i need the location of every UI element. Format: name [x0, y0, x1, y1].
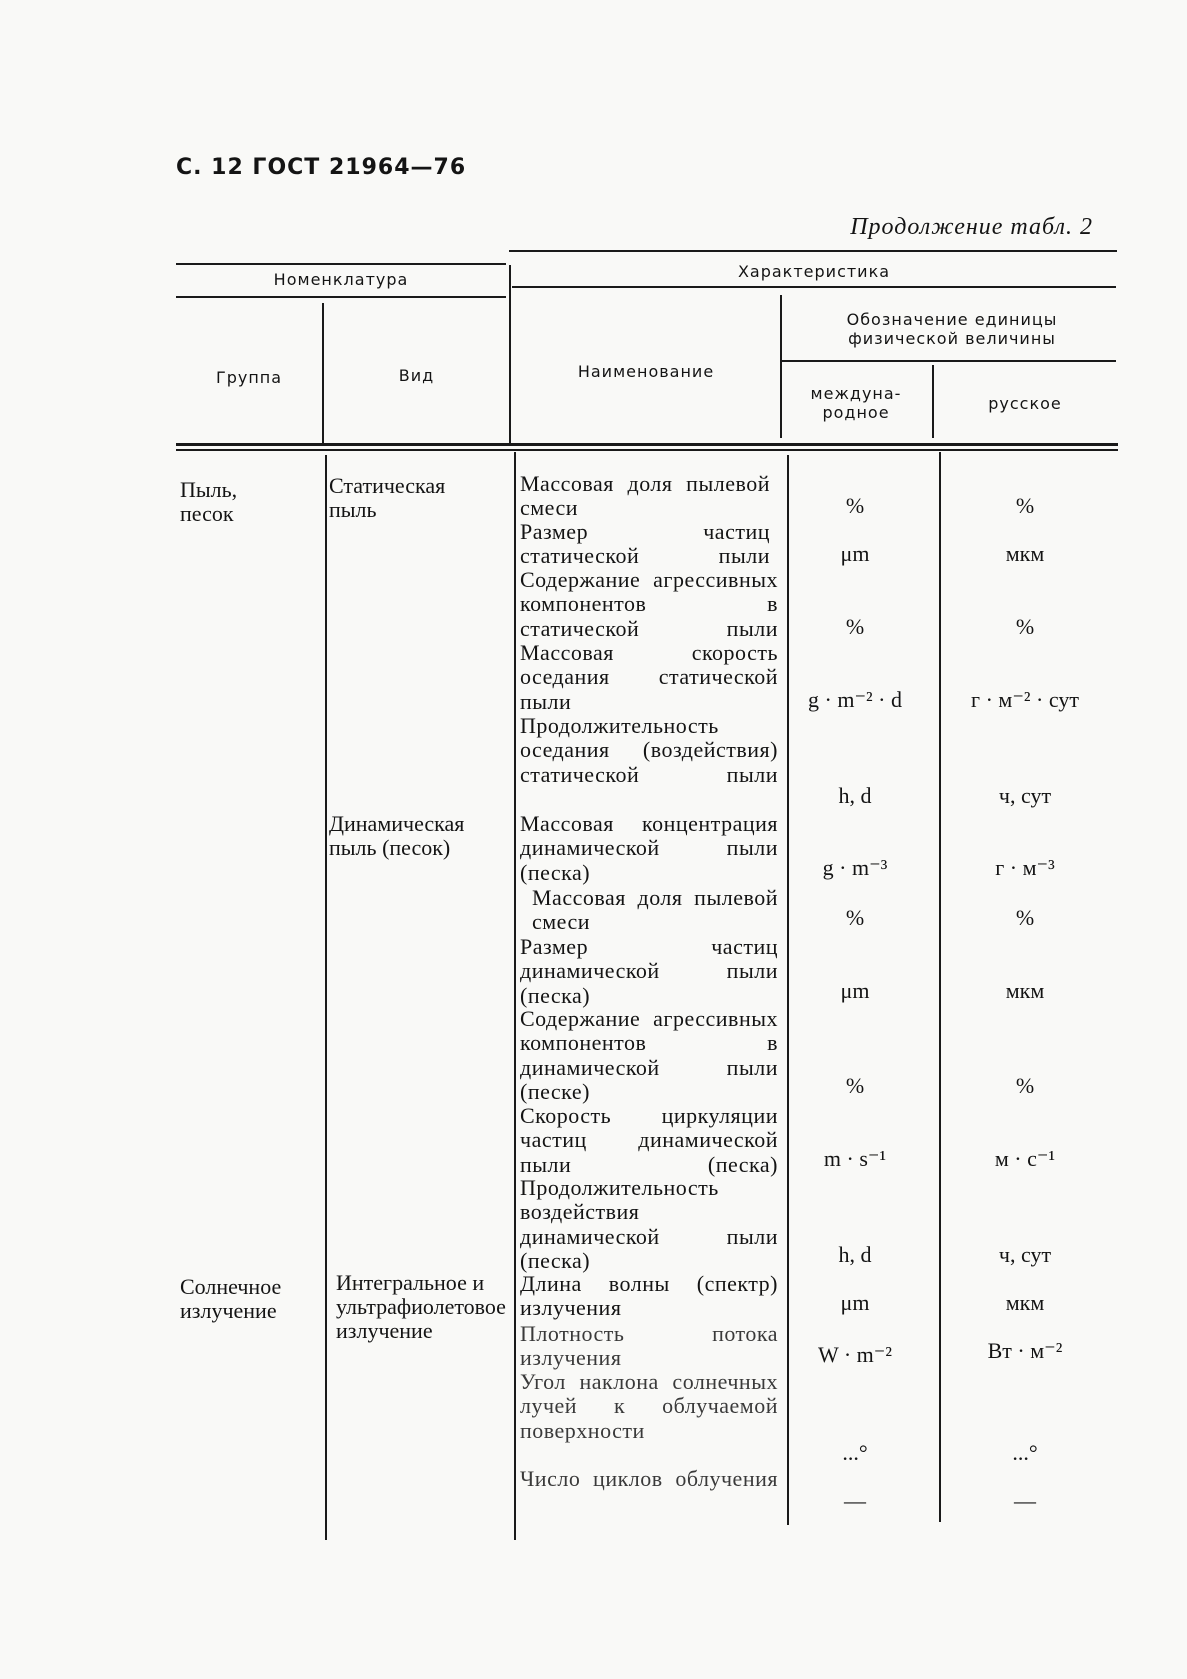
nomenclature-underline: [176, 296, 506, 298]
unit-international: %: [845, 1073, 865, 1098]
unit-russian: ч, сут: [998, 1242, 1052, 1267]
table-continuation-label: Продолжение табл. 2: [850, 214, 1093, 240]
unit-russian: Вт · м⁻²: [987, 1338, 1063, 1363]
unit-russian: мкм: [1005, 978, 1045, 1003]
table-row-name: Массовая доля пылевой смеси: [520, 471, 770, 521]
table-row-name: Содержание агрессивных компонентов в динамической пыли (песке): [520, 1006, 778, 1104]
table-row-name: Массовая скорость оседания статической пыли: [520, 640, 778, 714]
column-divider-group-kind-body: [325, 455, 327, 1540]
column-divider-name-unit-body: [787, 455, 789, 1525]
unit-international: m · s⁻¹: [823, 1146, 887, 1171]
column-divider-kind-name-body: [514, 452, 516, 1540]
header-international: междуна-родное: [810, 384, 902, 422]
unit-russian: %: [1015, 905, 1035, 930]
unit-russian: г · м⁻³: [995, 855, 1055, 880]
header-characteristic: Характеристика: [737, 262, 891, 281]
unit-international: %: [845, 614, 865, 639]
unit-international: μm: [840, 978, 870, 1003]
unit-russian: ч, сут: [998, 783, 1052, 808]
unit-russian: %: [1015, 493, 1035, 518]
table-row-name: Угол наклона солнечных лучей к облучаемой поверхности: [520, 1369, 778, 1443]
table-row-name: Плотность потока излучения: [520, 1321, 778, 1371]
unit-russian: %: [1015, 1073, 1035, 1098]
header-nomenclature: Номенклатура: [273, 270, 409, 289]
table-row-name: Число циклов облучения: [520, 1466, 778, 1491]
header-bottom-rule: [176, 443, 1118, 446]
unit-russian: ...°: [1012, 1440, 1038, 1465]
header-bottom-rule-2: [176, 449, 1118, 451]
header-kind: Вид: [398, 366, 435, 385]
unit-russian: %: [1015, 614, 1035, 639]
table-row-name: Содержание агрессивных компонентов в статической пыли: [520, 567, 778, 641]
unit-international: %: [845, 905, 865, 930]
table-row-name: Скорость циркуляции частиц динамической пыли (песка): [520, 1103, 778, 1177]
unit-russian: мкм: [1005, 541, 1045, 566]
table-row-name: Длина волны (спектр) излучения: [520, 1271, 778, 1321]
table-row-name: Массовая концентрация динамической пыли (песка): [520, 811, 778, 885]
column-divider-name-unit: [780, 295, 782, 438]
unit-international: g · m⁻³: [822, 855, 888, 880]
unit-international: μm: [840, 1290, 870, 1315]
unit-designation-underline: [782, 360, 1116, 362]
kind-cell: Интегральное и ультрафиолетовое излучение: [336, 1270, 506, 1343]
unit-russian: м · с⁻¹: [994, 1146, 1056, 1171]
group-cell: Пыль, песок: [180, 477, 238, 526]
header-russian: русское: [988, 394, 1062, 413]
column-divider-kind-name: [509, 265, 511, 443]
page-header: С. 12 ГОСТ 21964—76: [176, 155, 467, 180]
unit-international: h, d: [838, 1242, 872, 1267]
unit-international: ...°: [842, 1440, 868, 1465]
kind-cell: Динамическая пыль (песок): [329, 811, 465, 860]
table-row-name: Массовая доля пылевой смеси: [532, 885, 778, 935]
unit-russian: мкм: [1005, 1290, 1045, 1315]
table-row-name: Продолжительность оседания (воздействия) статической пыли: [520, 713, 778, 787]
unit-international: h, d: [838, 783, 872, 808]
unit-international: %: [845, 493, 865, 518]
unit-international: W · m⁻²: [817, 1342, 892, 1367]
characteristic-underline: [512, 286, 1116, 288]
header-unit-designation: Обозначение единицы физической величины: [846, 310, 1058, 348]
table-row-name: Продолжительность воздействия динамической пыли (песка): [520, 1175, 778, 1273]
header-group: Группа: [215, 368, 283, 387]
unit-russian: —: [1014, 1488, 1036, 1513]
table-row-name: Размер частиц динамической пыли (песка): [520, 934, 778, 1008]
unit-international: —: [844, 1488, 866, 1513]
group-cell: Солнечное излучение: [180, 1274, 282, 1323]
table-row-name: Размер частиц статической пыли: [520, 519, 770, 569]
unit-international: g · m⁻² · d: [808, 687, 902, 712]
table-top-rule-left: [176, 263, 506, 265]
unit-international: μm: [840, 541, 870, 566]
header-name: Наименование: [577, 362, 715, 381]
table-top-rule-right: [509, 250, 1117, 252]
unit-russian: г · м⁻² · сут: [971, 687, 1079, 712]
column-divider-intl-rus: [932, 365, 934, 438]
kind-cell: Статическая пыль: [329, 473, 446, 522]
